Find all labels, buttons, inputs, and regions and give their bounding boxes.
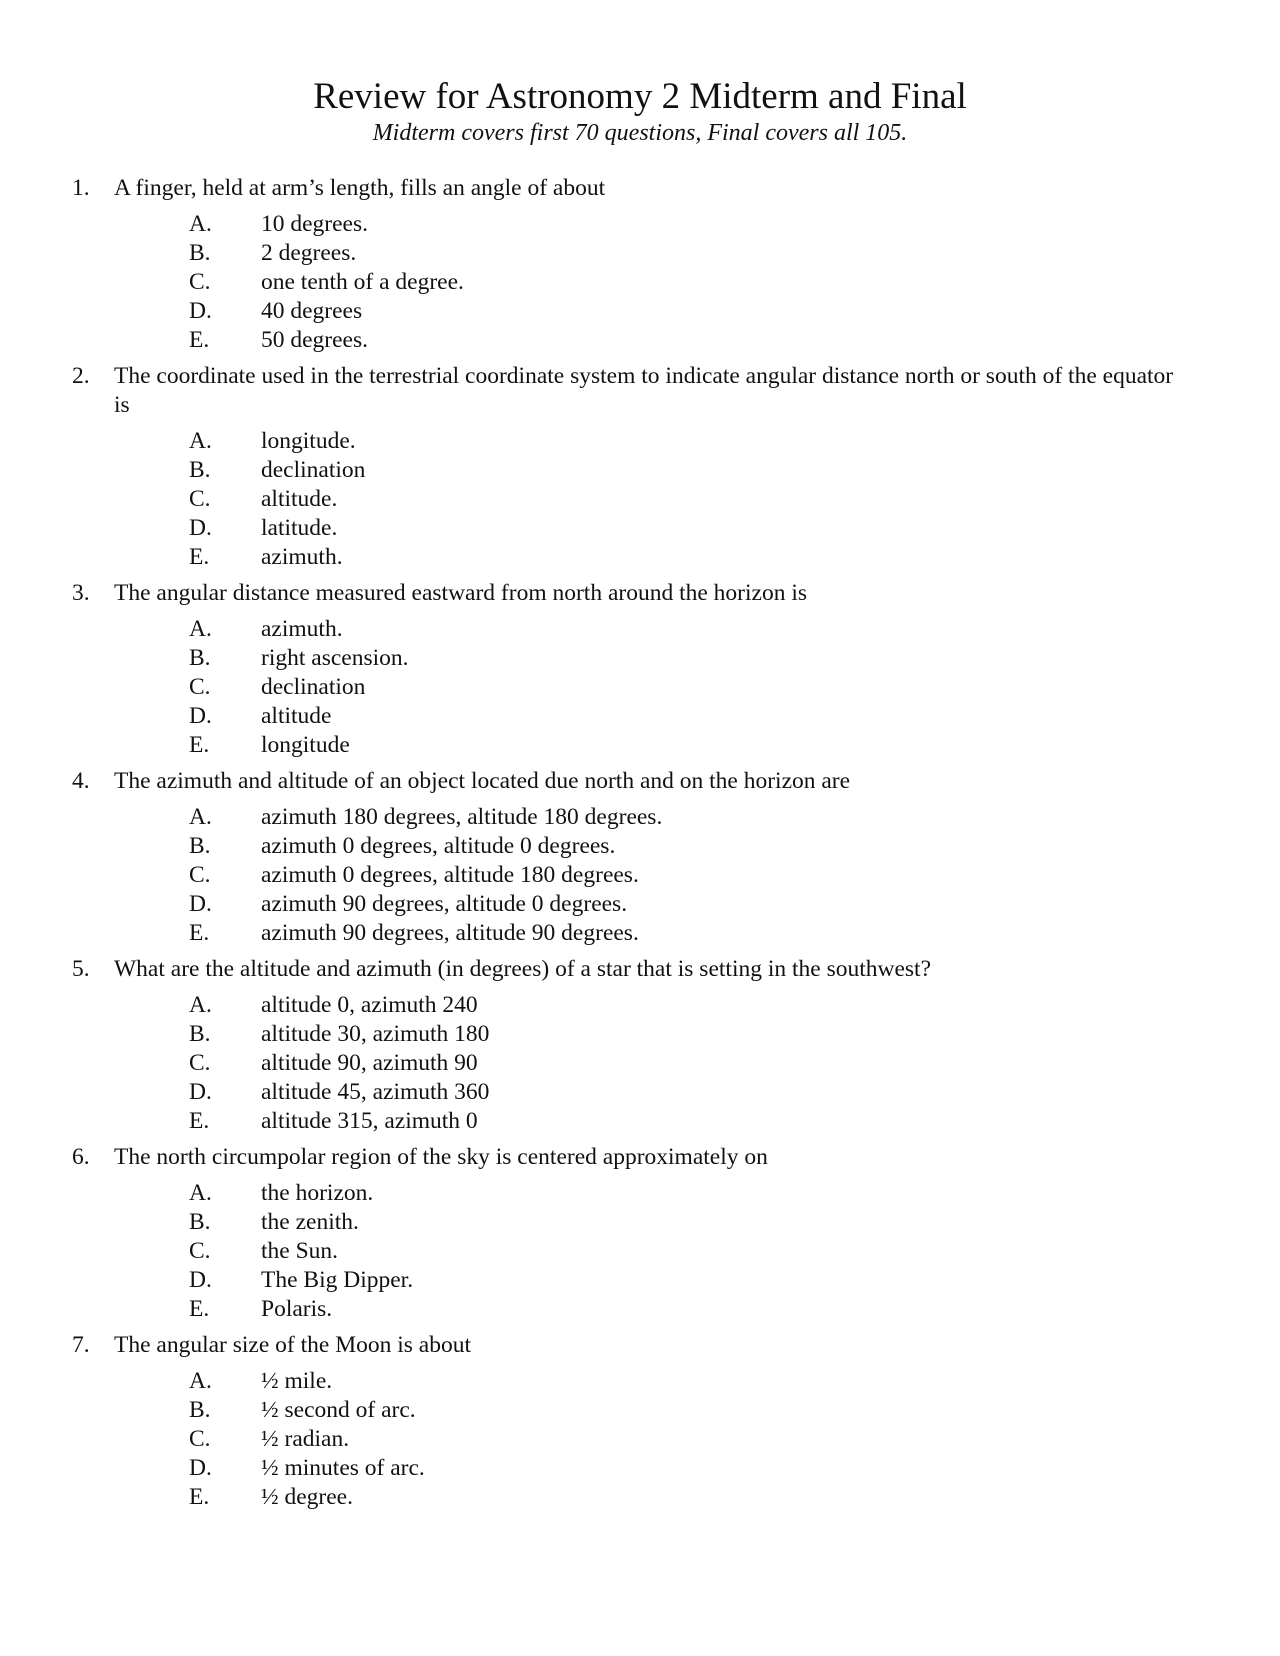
- question-number: 3.: [72, 580, 90, 606]
- answer-option: [0, 1367, 1280, 1396]
- answer-options: [0, 803, 1280, 948]
- option-text: ½ minutes of arc.: [261, 1455, 425, 1481]
- question-text: The angular distance measured eastward from north around the horizon is: [114, 580, 808, 606]
- question-text: The coordinate used in the terrestrial coordinate system to indicate angular distance north or south of the equator is: [114, 363, 1174, 418]
- answer-option: [0, 1179, 1280, 1208]
- answer-option: [0, 268, 1280, 297]
- option-letter: C.: [189, 1050, 211, 1076]
- answer-options: [0, 210, 1280, 355]
- option-letter: A.: [189, 1368, 212, 1394]
- answer-option: [0, 326, 1280, 355]
- option-letter: A.: [189, 211, 212, 237]
- option-letter: B.: [189, 833, 211, 859]
- option-letter: C.: [189, 1426, 211, 1452]
- option-letter: C.: [189, 1238, 211, 1264]
- option-text: declination: [261, 457, 366, 483]
- option-text: azimuth.: [261, 544, 343, 570]
- option-text: Polaris.: [261, 1296, 333, 1322]
- answer-option: [0, 1208, 1280, 1237]
- answer-option: [0, 1425, 1280, 1454]
- answer-option: [0, 919, 1280, 948]
- option-letter: D.: [189, 1079, 212, 1105]
- option-letter: D.: [189, 1455, 212, 1481]
- option-text: ½ degree.: [261, 1484, 353, 1510]
- question-item: [0, 955, 1280, 1136]
- answer-option: [0, 731, 1280, 760]
- answer-option: [0, 861, 1280, 890]
- option-text: 50 degrees.: [261, 327, 369, 353]
- option-text: altitude 30, azimuth 180: [261, 1021, 490, 1047]
- answer-option: [0, 1107, 1280, 1136]
- option-text: ½ second of arc.: [261, 1397, 416, 1423]
- option-letter: D.: [189, 1267, 212, 1293]
- question-number: 2.: [72, 363, 90, 389]
- question-text: The azimuth and altitude of an object located due north and on the horizon are: [114, 768, 851, 794]
- option-text: the zenith.: [261, 1209, 359, 1235]
- answer-option: [0, 1237, 1280, 1266]
- answer-option: [0, 297, 1280, 326]
- option-letter: E.: [189, 327, 210, 353]
- option-letter: D.: [189, 891, 212, 917]
- option-text: declination: [261, 674, 366, 700]
- option-text: The Big Dipper.: [261, 1267, 414, 1293]
- option-letter: A.: [189, 1180, 212, 1206]
- option-letter: A.: [189, 616, 212, 642]
- option-text: 2 degrees.: [261, 240, 357, 266]
- question-item: [0, 1143, 1280, 1324]
- page-title: Review for Astronomy 2 Midterm and Final: [313, 76, 967, 117]
- question-number: 7.: [72, 1332, 90, 1358]
- option-text: one tenth of a degree.: [261, 269, 464, 295]
- option-text: azimuth 0 degrees, altitude 0 degrees.: [261, 833, 616, 859]
- option-letter: C.: [189, 862, 211, 888]
- option-letter: B.: [189, 240, 211, 266]
- option-text: the Sun.: [261, 1238, 339, 1264]
- answer-option: [0, 427, 1280, 456]
- option-letter: B.: [189, 645, 211, 671]
- option-text: altitude 90, azimuth 90: [261, 1050, 478, 1076]
- option-letter: B.: [189, 1209, 211, 1235]
- option-letter: D.: [189, 298, 212, 324]
- option-letter: E.: [189, 1484, 210, 1510]
- option-letter: A.: [189, 804, 212, 830]
- option-text: ½ radian.: [261, 1426, 350, 1452]
- option-letter: B.: [189, 1021, 211, 1047]
- option-text: altitude 315, azimuth 0: [261, 1108, 478, 1134]
- option-text: 40 degrees: [261, 298, 363, 324]
- answer-option: [0, 1078, 1280, 1107]
- option-text: azimuth 90 degrees, altitude 90 degrees.: [261, 920, 639, 946]
- question-number: 1.: [72, 175, 90, 201]
- option-text: longitude.: [261, 428, 356, 454]
- option-letter: B.: [189, 457, 211, 483]
- page-subtitle: Midterm covers first 70 questions, Final covers all 105.: [372, 120, 908, 146]
- option-letter: A.: [189, 992, 212, 1018]
- answer-option: [0, 456, 1280, 485]
- question-text: The angular size of the Moon is about: [114, 1332, 471, 1358]
- answer-options: [0, 1179, 1280, 1324]
- option-letter: D.: [189, 703, 212, 729]
- question-item: [0, 362, 1280, 572]
- option-letter: C.: [189, 269, 211, 295]
- option-text: ½ mile.: [261, 1368, 333, 1394]
- answer-option: [0, 1396, 1280, 1425]
- option-text: azimuth 0 degrees, altitude 180 degrees.: [261, 862, 639, 888]
- answer-option: [0, 1049, 1280, 1078]
- answer-option: [0, 485, 1280, 514]
- question-number: 6.: [72, 1144, 90, 1170]
- answer-option: [0, 1295, 1280, 1324]
- option-text: altitude: [261, 703, 332, 729]
- answer-option: [0, 210, 1280, 239]
- answer-options: [0, 427, 1280, 572]
- question-item: [0, 1331, 1280, 1512]
- option-text: the horizon.: [261, 1180, 374, 1206]
- option-text: azimuth 90 degrees, altitude 0 degrees.: [261, 891, 628, 917]
- option-text: right ascension.: [261, 645, 409, 671]
- answer-option: [0, 514, 1280, 543]
- answer-option: [0, 991, 1280, 1020]
- option-letter: E.: [189, 920, 210, 946]
- option-letter: C.: [189, 486, 211, 512]
- answer-option: [0, 615, 1280, 644]
- answer-option: [0, 673, 1280, 702]
- answer-options: [0, 991, 1280, 1136]
- question-item: [0, 579, 1280, 760]
- answer-option: [0, 803, 1280, 832]
- option-letter: D.: [189, 515, 212, 541]
- answer-option: [0, 543, 1280, 572]
- question-item: [0, 174, 1280, 355]
- answer-option: [0, 832, 1280, 861]
- option-letter: E.: [189, 544, 210, 570]
- option-text: latitude.: [261, 515, 338, 541]
- option-text: azimuth 180 degrees, altitude 180 degrees.: [261, 804, 663, 830]
- answer-option: [0, 1483, 1280, 1512]
- answer-option: [0, 239, 1280, 268]
- question-number: 5.: [72, 956, 90, 982]
- option-text: altitude 45, azimuth 360: [261, 1079, 490, 1105]
- option-text: azimuth.: [261, 616, 343, 642]
- option-text: 10 degrees.: [261, 211, 369, 237]
- question-item: [0, 767, 1280, 948]
- option-letter: A.: [189, 428, 212, 454]
- answer-option: [0, 1454, 1280, 1483]
- answer-option: [0, 1020, 1280, 1049]
- option-text: altitude.: [261, 486, 338, 512]
- option-letter: C.: [189, 674, 211, 700]
- answer-options: [0, 615, 1280, 760]
- option-letter: E.: [189, 732, 210, 758]
- question-number: 4.: [72, 768, 90, 794]
- answer-option: [0, 644, 1280, 673]
- option-letter: E.: [189, 1108, 210, 1134]
- option-letter: E.: [189, 1296, 210, 1322]
- answer-option: [0, 702, 1280, 731]
- option-text: altitude 0, azimuth 240: [261, 992, 478, 1018]
- answer-option: [0, 890, 1280, 919]
- option-text: longitude: [261, 732, 350, 758]
- question-text: The north circumpolar region of the sky is centered approximately on: [114, 1144, 768, 1170]
- answer-option: [0, 1266, 1280, 1295]
- option-letter: B.: [189, 1397, 211, 1423]
- question-text: A finger, held at arm’s length, fills an angle of about: [114, 175, 606, 201]
- question-list: [0, 174, 1280, 1519]
- question-text: What are the altitude and azimuth (in degrees) of a star that is setting in the southwest?: [114, 956, 932, 982]
- answer-options: [0, 1367, 1280, 1512]
